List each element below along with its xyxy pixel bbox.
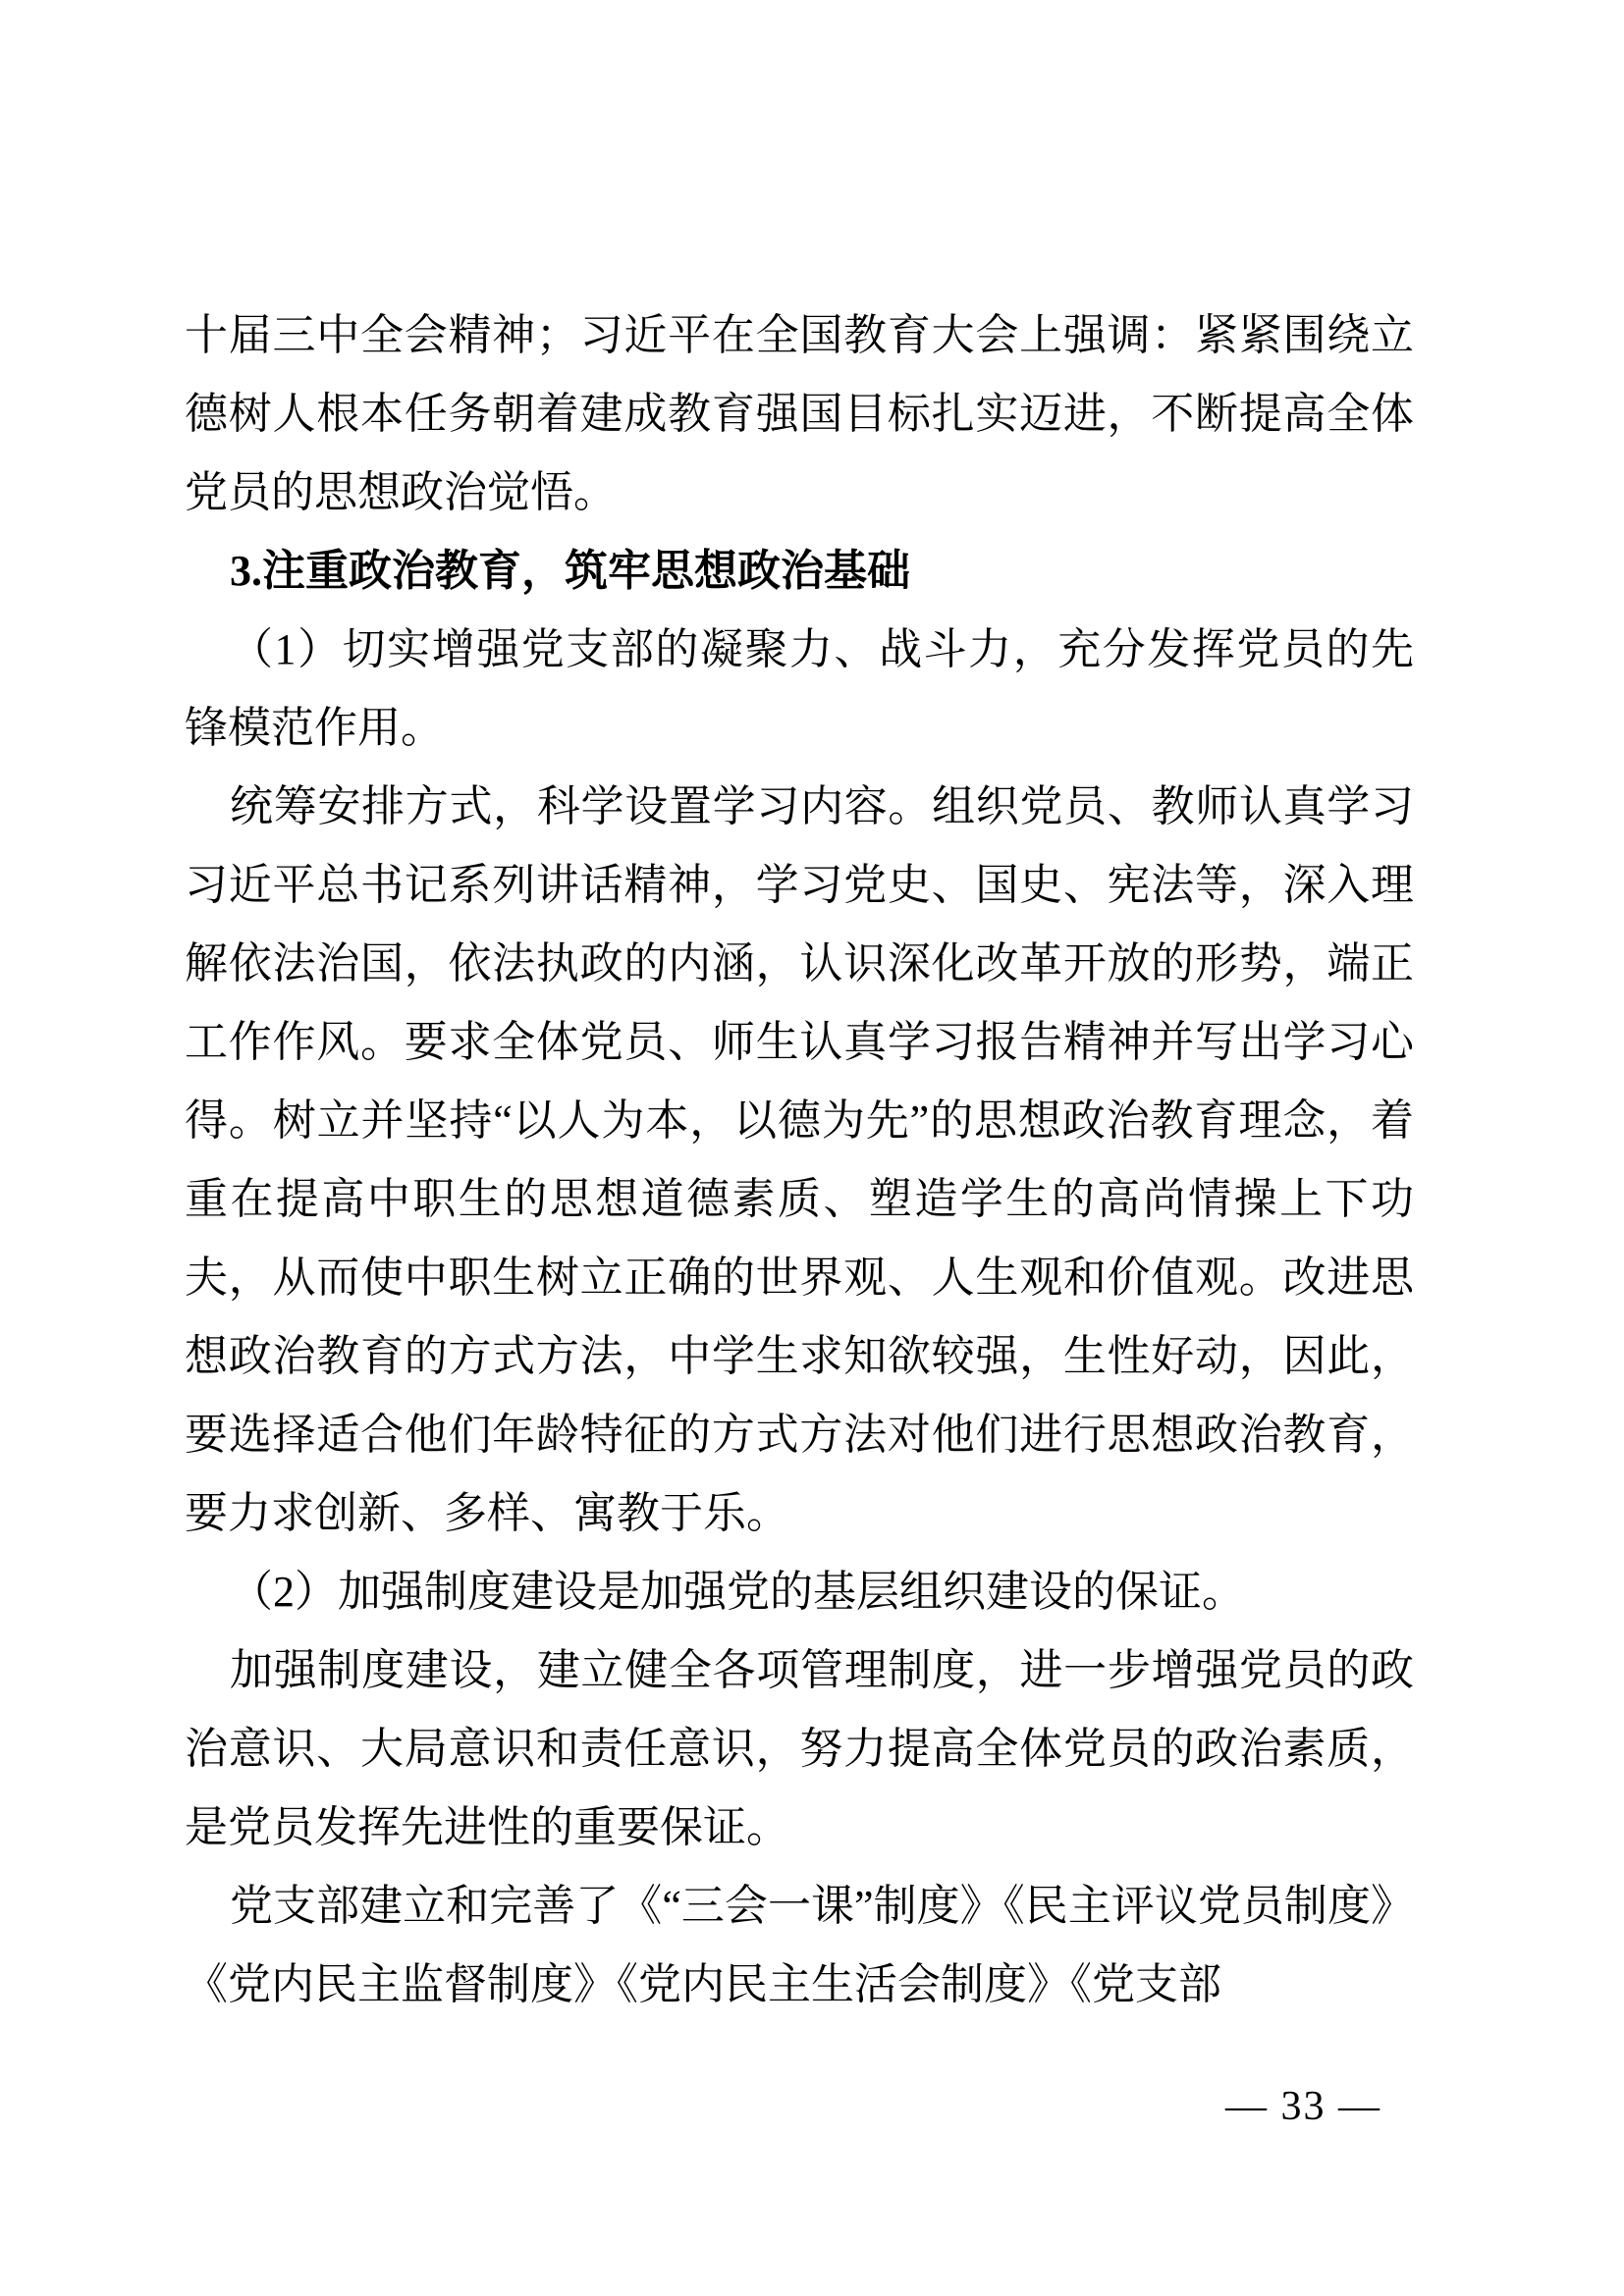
paragraph: （1）切实增强党支部的凝聚力、战斗力，充分发挥党员的先锋模范作用。 xyxy=(185,625,1414,752)
paragraph: 加强制度建设，建立健全各项管理制度，进一步增强党员的政治意识、大局意识和责任意识，努力提高全体党员的政治素质，是党员发挥先进性的重要保证。 xyxy=(185,1646,1414,1851)
paragraph: 十届三中全会精神；习近平在全国教育大会上强调：紧紧围绕立德树人根本任务朝着建成教育强国目标扎实迈进，不断提高全体党员的思想政治觉悟。 xyxy=(185,311,1414,516)
paragraph: 党支部建立和完善了《“三会一课”制度》《民主评议党员制度》《党内民主监督制度》《党内民主生活会制度》《党支部 xyxy=(185,1882,1414,2008)
document-body xyxy=(185,296,1414,2024)
paragraph: （2）加强制度建设是加强党的基层组织建设的保证。 xyxy=(230,1568,1245,1616)
page-number: — 33 — xyxy=(1225,2084,1381,2129)
section-heading: 3.注重政治教育，筑牢思想政治基础 xyxy=(230,547,910,595)
paragraph: 统筹安排方式，科学设置学习内容。组织党员、教师认真学习习近平总书记系列讲话精神，学习党史、国史、宪法等，深入理解依法治国，依法执政的内涵，认识深化改革开放的形势，端正工作作风。要求全体党员、师生认真学习报告精神并写出学习心得。树立并坚持“以人为本，以德为先”的思想政治教育理念，着重在提高中职生的思想道德素质、塑造学生的高尚情操上下功夫，从而使中职生树立正确的世界观、人生观和价值观。改进思想政治教育的方式方法，中学生求知欲较强，生性好动，因此，要选择适合他们年龄特征的方式方法对他们进行思想政治教育，要力求创新、多样、寓教于乐。 xyxy=(185,782,1414,1537)
